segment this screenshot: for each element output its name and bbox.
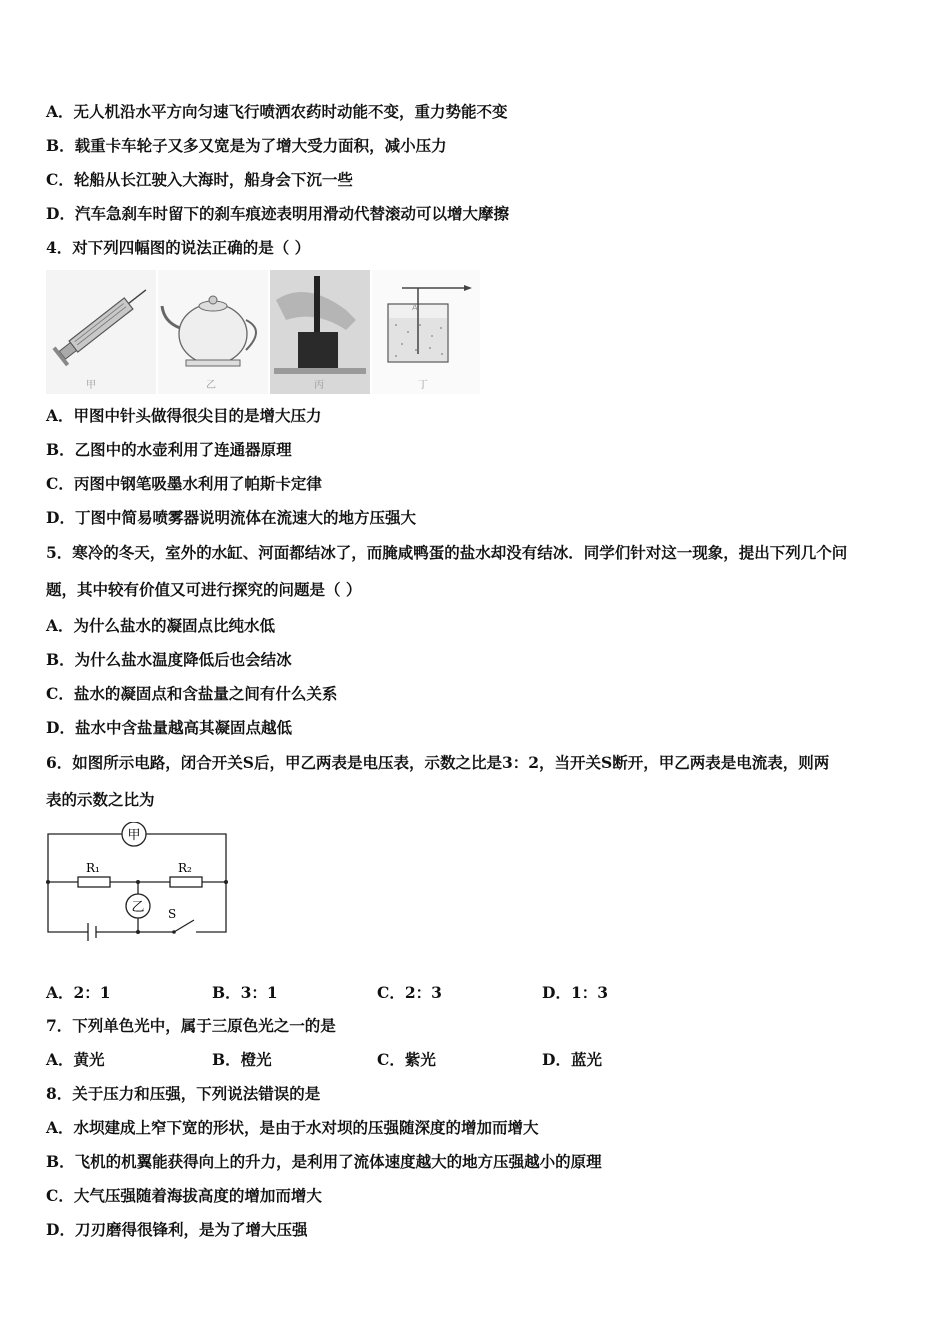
r1-label: R₁ [86,861,100,875]
q6-option-c: C．2：3 [377,983,442,1002]
q8-option-c: C．大气压强随着海拔高度的增加而增大 [46,1186,322,1205]
q7-option-b: B．橙光 [212,1050,272,1069]
q4-figure [46,270,480,394]
q7-stem: 7．下列单色光中，属于三原色光之一的是 [46,1016,336,1035]
q5-stem-line2: 题，其中较有价值又可进行探究的问题是（ ） [46,580,362,599]
switch-label: S [168,907,177,921]
meter-jia-label: 甲 [127,828,141,843]
q8-option-a: A．水坝建成上窄下宽的形状，是由于水对坝的压强随深度的增加而增大 [46,1118,539,1137]
q4-option-b: B．乙图中的水壶利用了连通器原理 [46,440,292,459]
svg-text:A: A [412,303,418,312]
q8-option-d: D．刀刃磨得很锋利，是为了增大压强 [46,1220,308,1239]
teapot-image [158,270,268,394]
q3-option-b: B．载重卡车轮子又多又宽是为了增大受力面积，减小压力 [46,136,447,155]
q4-option-d: D．丁图中简易喷雾器说明流体在流速大的地方压强大 [46,508,416,527]
q8-stem: 8．关于压力和压强，下列说法错误的是 [46,1084,321,1103]
q5-option-b: B．为什么盐水温度降低后也会结冰 [46,650,292,669]
q3-option-c: C．轮船从长江驶入大海时，船身会下沉一些 [46,170,353,189]
q5-option-d: D．盐水中含盐量越高其凝固点越低 [46,718,292,737]
q6-option-a: A．2：1 [46,983,111,1002]
q7-option-c: C．紫光 [377,1050,436,1069]
ink-pen-image [270,270,370,394]
q6-stem-line2: 表的示数之比为 [46,790,155,809]
fig-label-ding: 丁 [418,380,428,391]
sprayer-image [372,270,480,394]
fig-label-yi: 乙 [206,380,216,391]
q8-option-b: B．飞机的机翼能获得向上的升力，是利用了流体速度越大的地方压强越小的原理 [46,1152,602,1171]
q4-option-a: A．甲图中针头做得很尖目的是增大压力 [46,406,322,425]
q6-stem-line1: 6．如图所示电路，闭合开关S后，甲乙两表是电压表，示数之比是3：2，当开关S断开，甲乙两表是电流表，则两 [46,753,830,772]
q6-option-d: D．1：3 [542,983,609,1002]
q3-option-a: A．无人机沿水平方向匀速飞行喷洒农药时动能不变，重力势能不变 [46,102,508,121]
q7-option-d: D．蓝光 [542,1050,602,1069]
fig-label-bing: 丙 [314,380,324,391]
q6-circuit-diagram [44,822,234,944]
meter-yi-label: 乙 [131,900,145,915]
q5-option-c: C．盐水的凝固点和含盐量之间有什么关系 [46,684,338,703]
q4-option-c: C．丙图中钢笔吸墨水利用了帕斯卡定律 [46,474,322,493]
q6-option-b: B．3：1 [212,983,278,1002]
q3-option-d: D．汽车急刹车时留下的刹车痕迹表明用滑动代替滚动可以增大摩擦 [46,204,509,223]
r2-label: R₂ [178,861,192,875]
q5-stem-line1: 5．寒冷的冬天，室外的水缸、河面都结冰了，而腌咸鸭蛋的盐水却没有结冰．同学们针对这一现象，提出下列几个问 [46,543,848,562]
fig-label-jia: 甲 [86,380,96,391]
q4-stem: 4．对下列四幅图的说法正确的是（ ） [46,238,311,257]
syringe-image [46,270,156,394]
q5-option-a: A．为什么盐水的凝固点比纯水低 [46,616,276,635]
q7-option-a: A．黄光 [46,1050,105,1069]
